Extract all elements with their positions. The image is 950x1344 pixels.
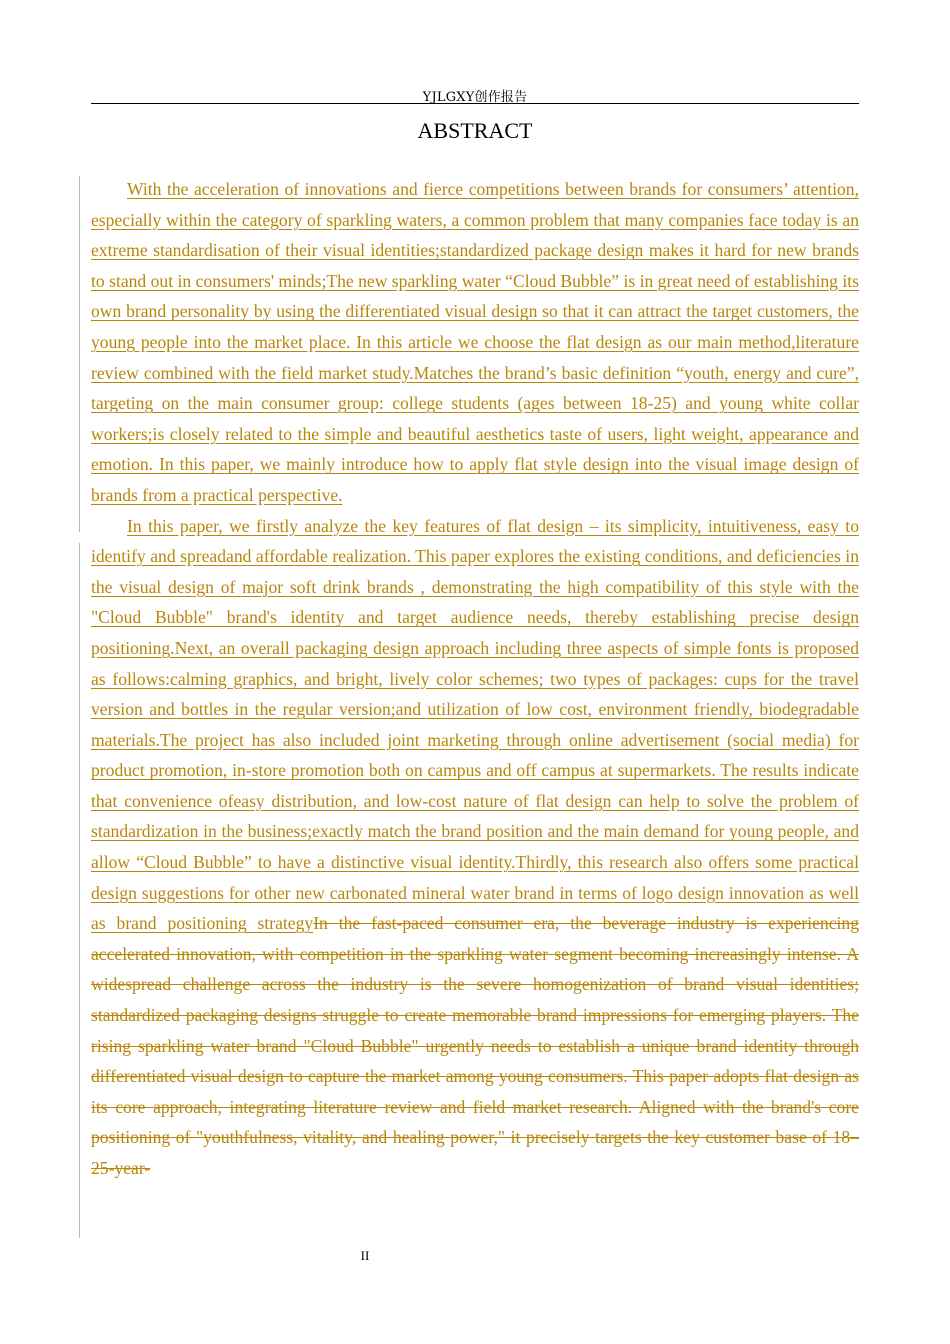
abstract-body[interactable]: [91, 174, 859, 1184]
abstract-paragraph[interactable]: [91, 511, 859, 1184]
inserted-text: With the acceleration of innovations and fierce competitions between brands for consumers’ attention, especially within the category of sparkling waters, a common problem that many companies face today is an extreme standardisation of their visual identities;standardized package design makes it hard for new brands to stand out in consumers' minds;The new sparkling water “Cloud Bubble” is in great need of establishing its own brand personality by using the differentiated visual design so that it can attract the target customers, the young people into the market place. In this article we choose the flat design as our main method,literature review combined with the field market study.Matches the brand’s basic definition “youth, energy and cure”, targeting on the main consumer group: college students (ages between 18-25) and young white collar workers;is closely related to the simple and beautiful aesthetics taste of users, light weight, appearance and emotion. In this paper, we mainly introduce how to apply flat style design into the visual image design of brands from a practical perspective.: [91, 179, 859, 505]
header-rule: [91, 103, 859, 104]
deleted-text: In the fast-paced consumer era, the beverage industry is experiencing accelerated innovation, with competition in the sparkling water segment becoming increasingly intense. A widespread challenge across the industry is the severe homogenization of brand visual identities; standardized packaging designs struggle to create memorable brand impressions for emerging players. The rising sparkling water brand "Cloud Bubble" urgently needs to establish a unique brand identity through differentiated visual design to capture the market among young consumers. This paper adopts flat design as its core approach, integrating literature review and field market research. Aligned with the brand's core positioning of "youthfulness, vitality, and healing power," it precisely targets the key customer base of 18–25-year-: [91, 913, 859, 1178]
abstract-paragraph[interactable]: [91, 174, 859, 511]
page-header: YJLGXY创作报告: [422, 90, 528, 105]
change-bar: [79, 543, 80, 1238]
abstract-title: ABSTRACT: [417, 118, 533, 143]
page-number: II: [360, 1248, 370, 1263]
change-bar: [79, 176, 80, 532]
inserted-text: In this paper, we firstly analyze the key features of flat design – its simplicity, intuitiveness, easy to identify and spreadand affordable realization. This paper explores the existing conditions, and deficiencies in the visual design of major soft drink brands , demonstrating the high compatibility of this style with the "Cloud Bubble" brand's identity and target audience needs, thereby establishing precise design positioning.Next, an overall packaging design approach including three aspects of simple fonts is proposed as follows:calming graphics, and bright, lively color schemes; two types of packages: cups for the travel version and bottles in the regular version;and utilization of low cost, environment friendly, biodegradable materials.The project has also included joint marketing through online advertisement (social media) for product promotion, in-store promotion both on campus and off campus at supermarkets. The results indicate that convenience ofeasy distribution, and low-cost nature of flat design can help to solve the problem of standardization in the business;exactly match the brand position and the main demand for young people, and allow “Cloud Bubble” to have a distinctive visual identity.Thirdly, this research also offers some practical design suggestions for other new carbonated mineral water brand in terms of logo design innovation as well as brand positioning strategy: [91, 515, 859, 934]
